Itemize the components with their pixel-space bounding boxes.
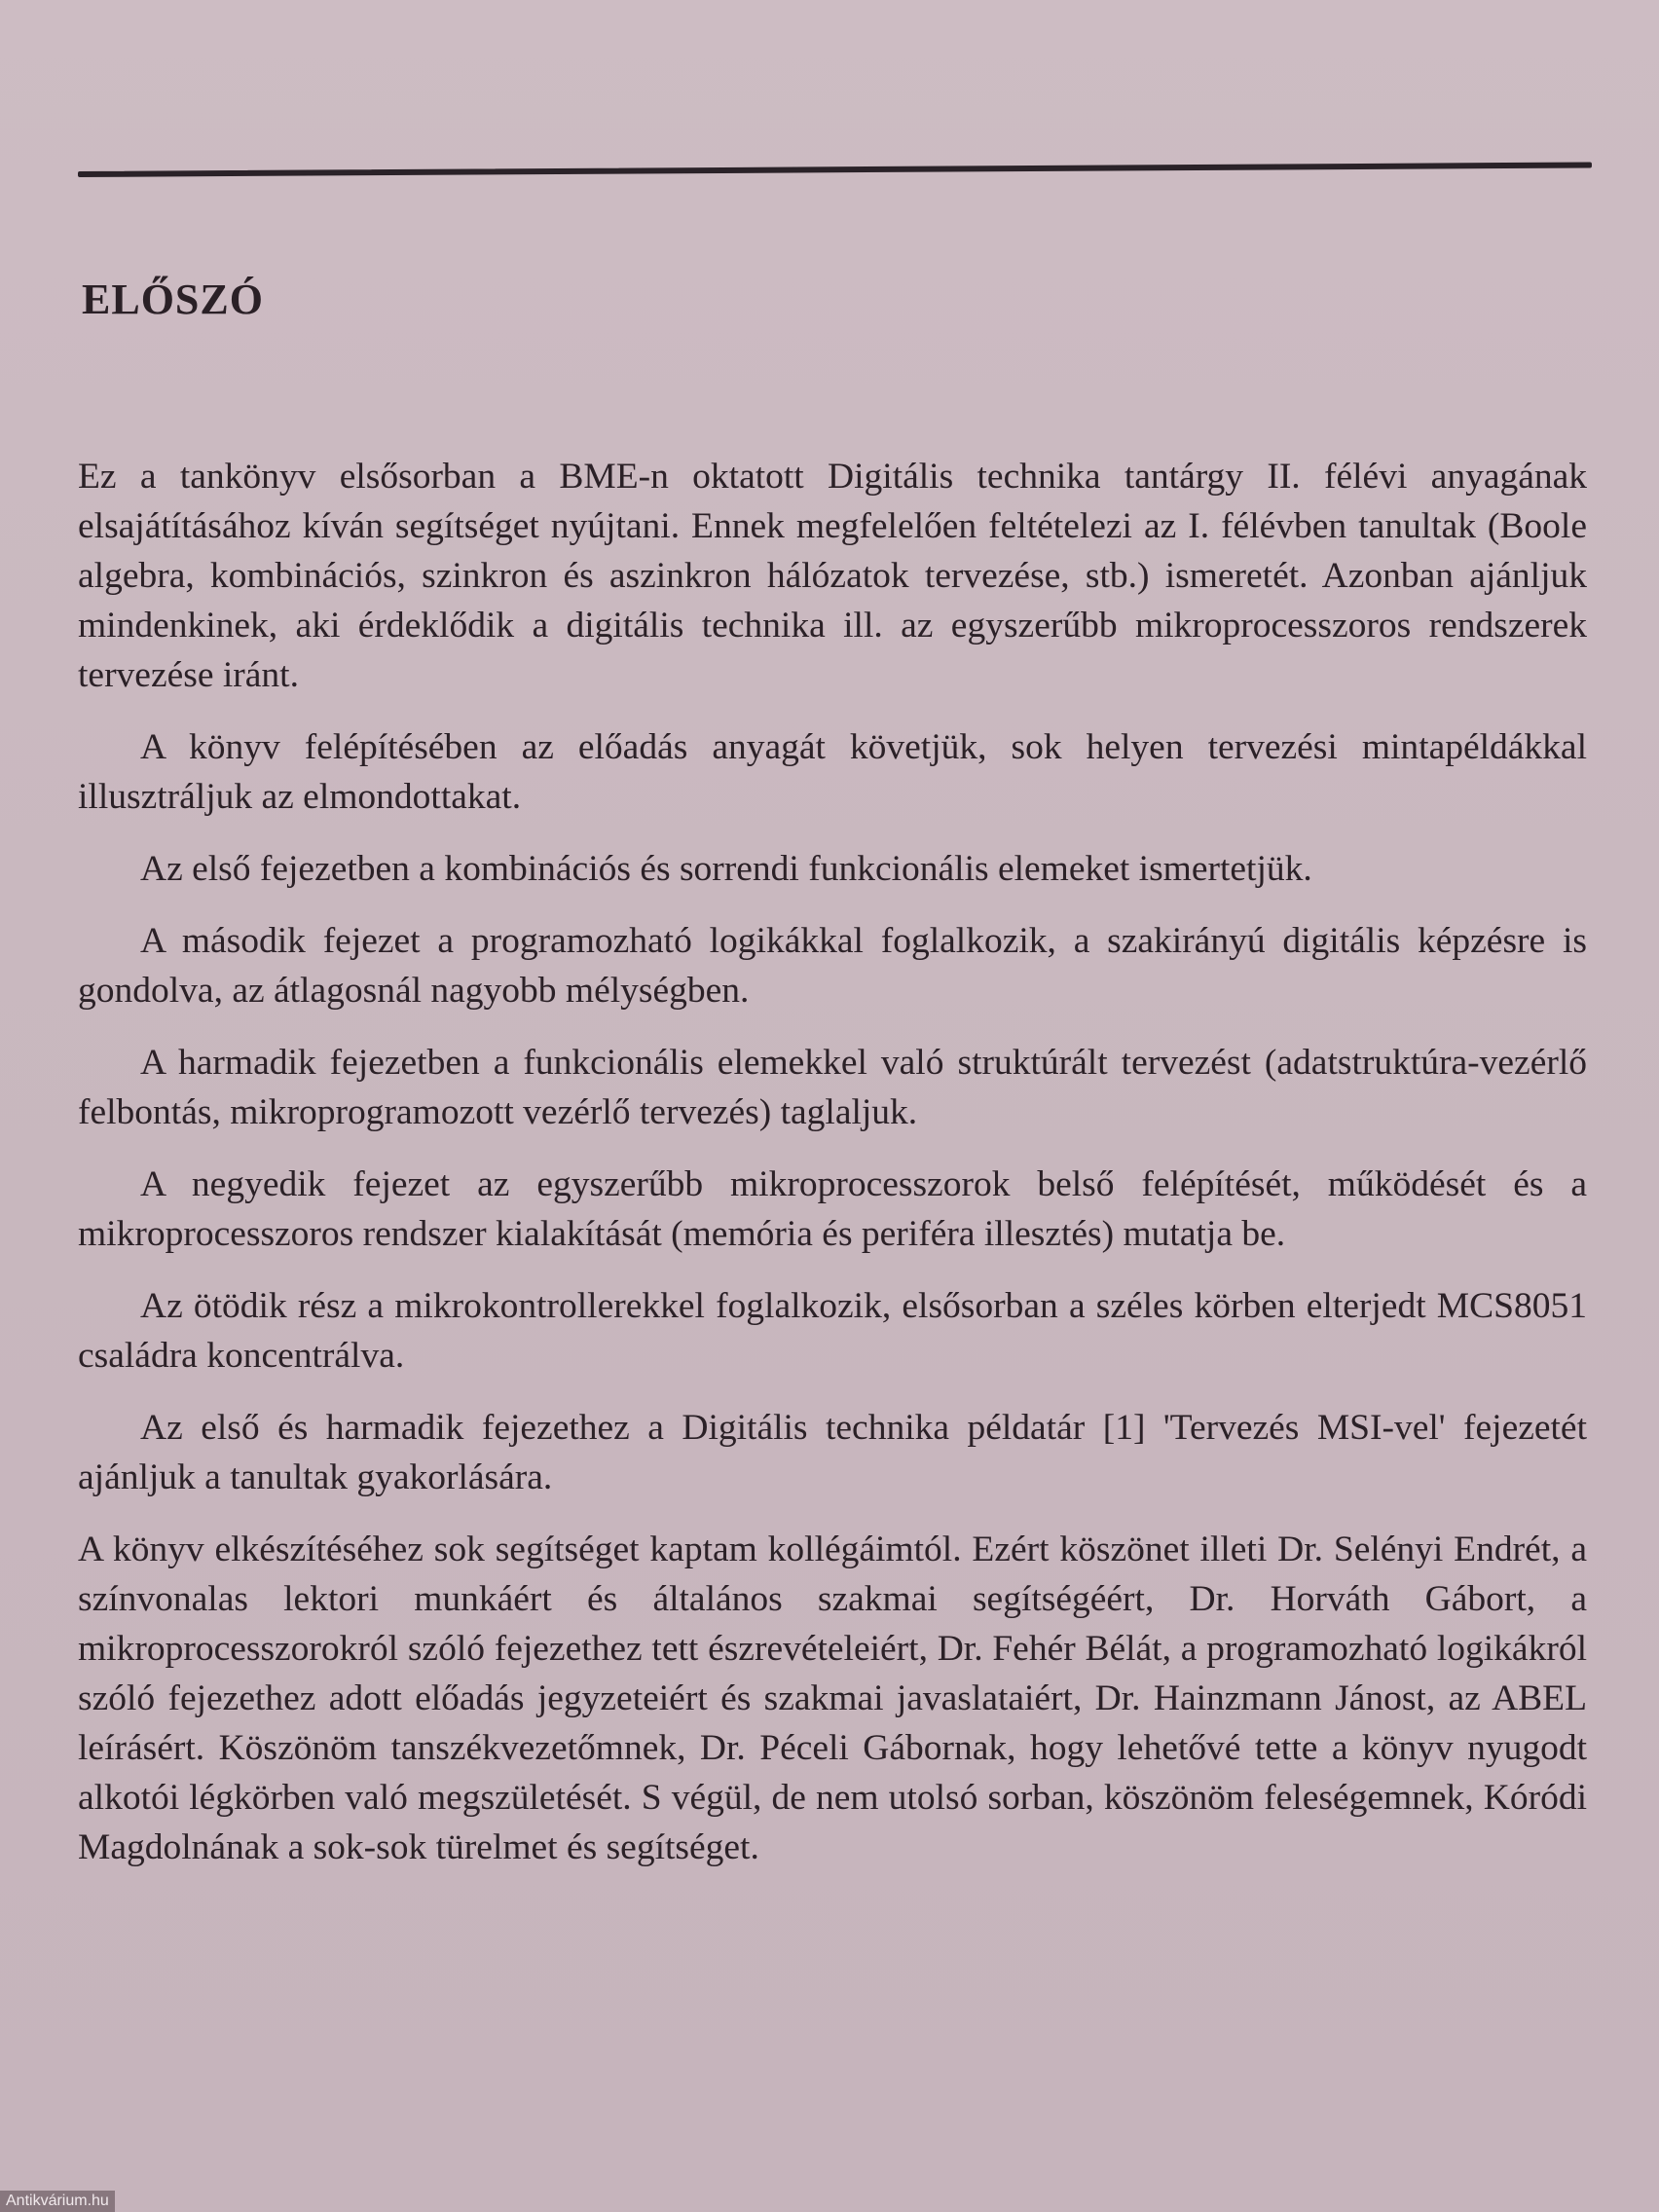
watermark-label: Antikvárium.hu [0, 2191, 115, 2212]
paragraph-chapter-1: Az első fejezetben a kombinációs és sorrendi funkcionális elemeket ismertetjük. [140, 849, 1312, 889]
paragraph-structure: A könyv felépítésében az előadás anyagát követjük, sok helyen tervezési mintapéldákkal illusztráljuk az elmondottakat. [78, 727, 1587, 817]
paragraph-exercises: Az első és harmadik fejezethez a Digitális technika példatár [1] 'Tervezés MSI-vel' fejezetét ajánljuk a tanultak gyakorlására. [78, 1408, 1587, 1497]
preface-body [78, 452, 1587, 1895]
paragraph-chapter-4: A negyedik fejezet az egyszerűbb mikroprocesszorok belső felépítését, működését és a mikroprocesszoros rendszer kialakítását (memória és periféra illesztés) mutatja be. [78, 1164, 1587, 1254]
page-title: ELŐSZÓ [82, 276, 264, 323]
paragraph-intro: Ez a tankönyv elsősorban a BME-n oktatott Digitális technika tantárgy II. félévi anyagának elsajátításához kíván segítséget nyújtani. Ennek megfelelően feltételezi az I. félévben tanultak (Boole algebra, kombinációs, szinkron és aszinkron hálózatok tervezése, stb.) ismeretét. Azonban ajánljuk mindenkinek, aki érdeklődik a digitális technika ill. az egyszerűbb mikroprocesszoros rendszerek tervezése iránt. [78, 457, 1587, 695]
paragraph-chapter-2: A második fejezet a programozható logikákkal foglalkozik, a szakirányú digitális képzésre is gondolva, az átlagosnál nagyobb mélységben. [78, 921, 1587, 1011]
paragraph-acknowledgements: A könyv elkészítéséhez sok segítséget kaptam kollégáimtól. Ezért köszönet illeti Dr. Selényi Endrét, a színvonalas lektori munkáért és általános szakmai segítségéért, Dr. Horváth Gábort, a mikroprocesszorokról szóló fejezethez tett észrevételeiért, Dr. Fehér Bélát, a programozható logikákról szóló fejezethez adott előadás jegyzeteiért és szakmai javaslataiért, Dr. Hainzmann Jánost, az ABEL leírásért. Köszönöm tanszékvezetőmnek, Dr. Péceli Gábornak, hogy lehetővé tette a könyv nyugodt alkotói légkörben való megszületését. S végül, de nem utolsó sorban, köszönöm feleségemnek, Kóródi Magdolnának a sok-sok türelmet és segítséget. [78, 1530, 1587, 1867]
header-rule [78, 163, 1592, 177]
paragraph-chapter-3: A harmadik fejezetben a funkcionális elemekkel való struktúrált tervezést (adatstruktúra-vezérlő felbontás, mikroprogramozott vezérlő tervezés) taglaljuk. [78, 1043, 1587, 1132]
paragraph-chapter-5: Az ötödik rész a mikrokontrollerekkel foglalkozik, elsősorban a széles körben elterjedt MCS8051 családra koncentrálva. [78, 1286, 1587, 1376]
